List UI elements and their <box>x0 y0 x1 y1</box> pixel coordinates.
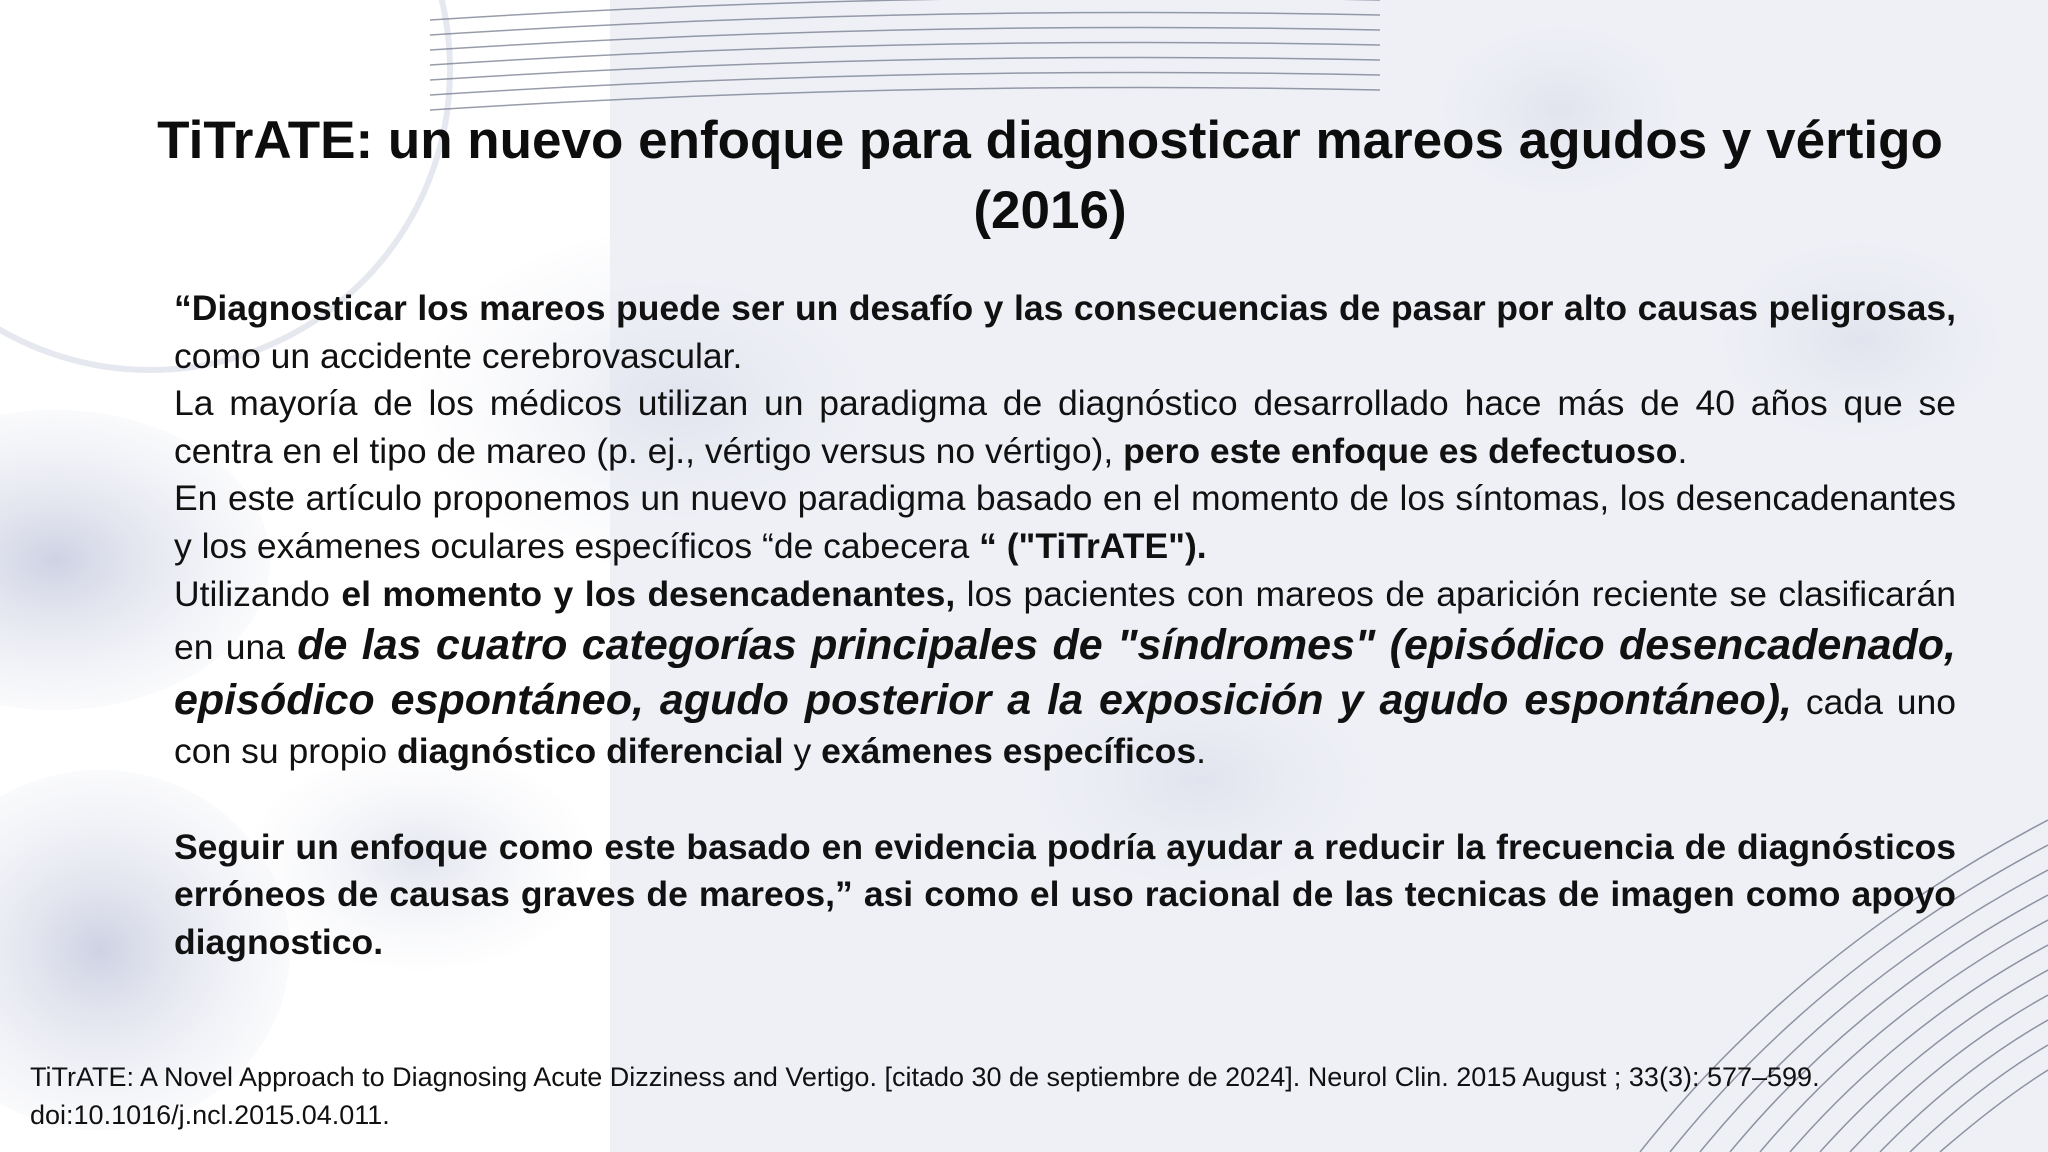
slide-title-line2: (2016) <box>973 181 1127 240</box>
plain-text: y <box>783 731 822 772</box>
slide-title-line1: TiTrATE: un nuevo enfoque para diagnosticar mareos agudos y vértigo <box>157 111 1943 170</box>
plain-text: Utilizando <box>174 573 342 614</box>
bold-text: diagnóstico diferencial <box>397 731 784 772</box>
paragraph-categories <box>174 571 1956 776</box>
bold-text: el momento y los desencadenantes, <box>341 573 956 614</box>
paragraph-intro <box>174 285 1956 380</box>
bold-text: “ ("TiTrATE"). <box>979 525 1207 566</box>
reference-citation <box>30 1058 1990 1134</box>
plain-text: . <box>1196 731 1206 772</box>
plain-text: los pacientes con mareos de aparición reciente se clasificarán en una <box>174 573 1956 668</box>
plain-text: En este artículo proponemos un nuevo paradigma basado en el momento de los síntomas, los desencadenantes y los exámenes oculares específicos “de cabecera <box>174 478 1956 566</box>
plain-text: cada uno con su propio <box>174 682 1957 772</box>
paragraph-conclusion <box>174 824 1956 967</box>
slide-title <box>60 106 2040 246</box>
paragraph-paradigm <box>174 380 1956 475</box>
spacer <box>174 776 1956 824</box>
slide-body <box>174 285 1956 967</box>
bold-text: pero este enfoque es defectuoso <box>1123 430 1678 471</box>
paragraph-proposal <box>174 475 1956 570</box>
emphasis-text: de las cuatro categorías principales de "síndromes" (episódico desencadenado, episódico espontáneo, agudo posterior a la exposición y agudo espontáneo), <box>174 621 1956 725</box>
reference-doi: doi:10.1016/j.ncl.2015.04.011. <box>30 1100 390 1130</box>
bold-text: “Diagnosticar los mareos puede ser un desafío y las consecuencias de pasar por alto causas peligrosas, <box>174 288 1956 328</box>
plain-text: . <box>1677 430 1688 471</box>
plain-text: La mayoría de los médicos utilizan un paradigma de diagnóstico desarrollado hace más de 40 años que se centra en el tipo de mareo (p. ej., vértigo versus no vértigo), <box>174 383 1956 471</box>
bold-text: exámenes específicos <box>821 731 1197 772</box>
plain-text: como un accidente cerebrovascular. <box>174 335 743 376</box>
bold-text: Seguir un enfoque como este basado en evidencia podría ayudar a reducir la frecuencia de diagnósticos erróneos de causas graves de mareos,” asi como el uso racional de las tecnicas de imagen como apoyo diagnostico. <box>174 826 1956 962</box>
reference-line: TiTrATE: A Novel Approach to Diagnosing Acute Dizziness and Vertigo. [citado 30 de septiembre de 2024]. Neurol Clin. 2015 August ; 33(3): 577–599. <box>30 1062 1820 1092</box>
